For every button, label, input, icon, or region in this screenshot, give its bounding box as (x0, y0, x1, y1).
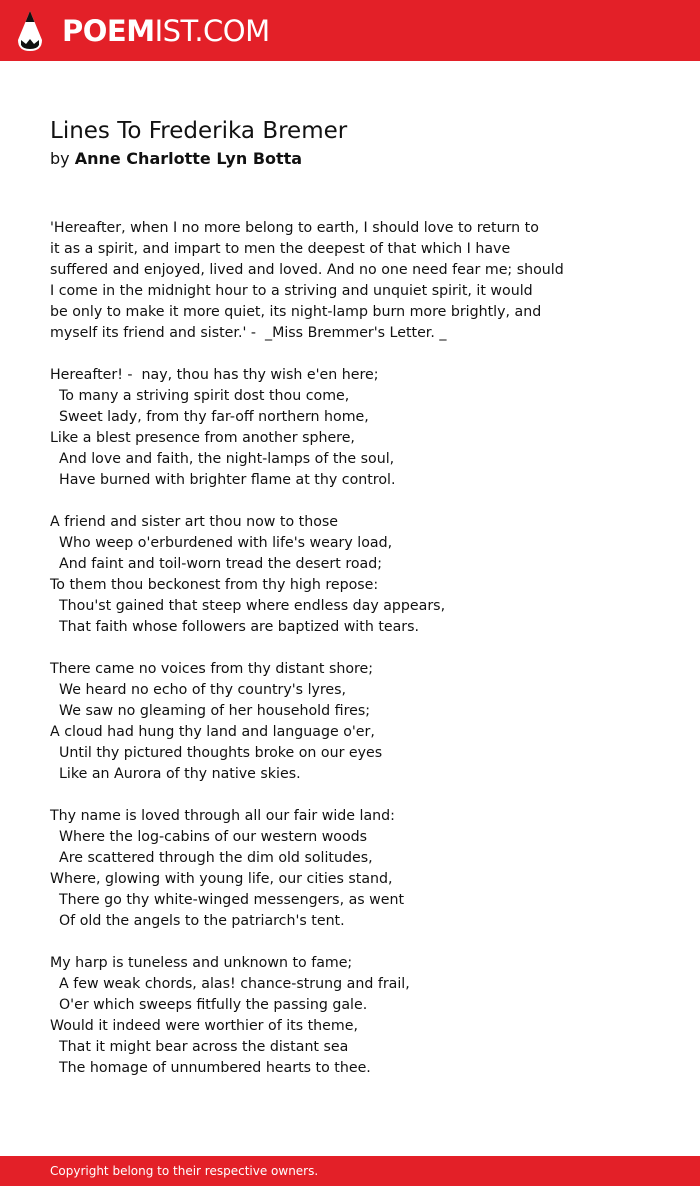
poem-text: 'Hereafter, when I no more belong to earth, I should love to return to it as a spirit, and impart to men the deepest of that which I have suffered and enjoyed, lived and loved. And no one need fear me; should I come in the midnight hour to a striving and unquiet spirit, it would be only to make it more quiet, its night-lamp burn more brightly, and myself its friend and sister.' - _Miss Bremmer's Letter. _ Hereafter! - nay, thou has thy wish e'en here; To many a striving spirit dost thou come, Sweet lady, from thy far-off northern home, Like a blest presence from another sphere, And love and faith, the night-lamps of the soul, Have burned with brighter flame at thy control. A friend and sister art thou now to those Who weep o'erburdened with life's weary load, And faint and toil-worn tread the desert road; To them thou beckonest from thy high repose: Thou'st gained that steep where endless day appears, That faith whose followers are baptized with tears. There came no voices from thy distant shore; We heard no echo of thy country's lyres, We saw no gleaming of her household fires; A cloud had hung thy land and language o'er, Until thy pictured thoughts broke on our eyes Like an Aurora of thy native skies. Thy name is loved through all our fair wide land: Where the log-cabins of our western woods Are scattered through the dim old solitudes, Where, glowing with young life, our cities stand, There go thy white-winged messengers, as went Of old the angels to the patriarch's tent. My harp is tuneless and unknown to fame; A few weak chords, alas! chance-strung and frail, O'er which sweeps fitfully the passing gale. Would it indeed were worthier of its theme, That it might bear across the distant sea The homage of unnumbered hearts to thee. (50, 220, 564, 1076)
site-footer (0, 1156, 700, 1186)
site-header (0, 0, 700, 61)
copyright-notice: Copyright belong to their respective owners. (50, 1164, 319, 1178)
wordmark-bold: POEM (62, 14, 155, 48)
by-label: by (50, 149, 70, 168)
poem-title: Lines To Frederika Bremer (50, 118, 348, 144)
wordmark-light: IST.COM (154, 14, 270, 48)
site-logo-link[interactable] (17, 9, 270, 53)
byline (50, 149, 302, 169)
site-wordmark (62, 10, 270, 52)
author-name: Anne Charlotte Lyn Botta (74, 149, 303, 168)
pencil-tip-icon (17, 10, 43, 52)
